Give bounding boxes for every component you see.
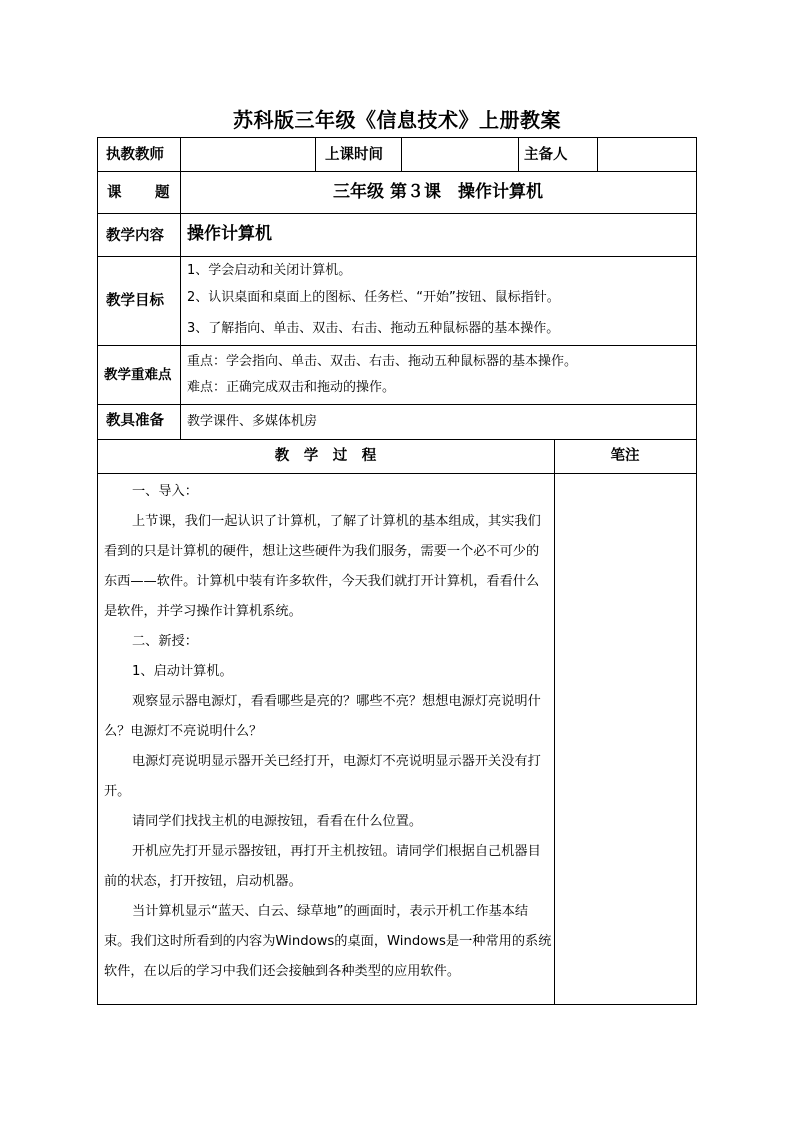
class-time-label: 上课时间 [325,147,383,163]
tools-value: 教学课件、多媒体机房 [187,414,318,429]
tools-label: 教具准备 [106,413,164,429]
table-line [97,473,697,474]
topic-value: 三年级 第３课 操作计算机 [333,182,543,202]
table-line [97,1004,697,1005]
document-title: 苏科版三年级《信息技术》上册教案 [233,108,561,132]
process-paragraph: 二、新授： [132,634,198,649]
process-paragraph: 1、启动计算机。 [132,664,233,679]
table-line [696,137,697,1005]
lead-preparer-label: 主备人 [524,147,568,163]
table-line [315,137,316,171]
table-line [97,439,697,440]
content-label: 教学内容 [106,228,164,244]
process-paragraph: 上节课，我们一起认识了计算机，了解了计算机的基本组成，其实我们看到的只是计算机的硬件，想让这些硬件为我们服务，需要一个必不可少的东西——软件。计算机中装有许多软件，今天我们就打开计算机，看看什么是软件，并学习操作计算机系统。 [104,514,541,619]
goal-item: 2、认识桌面和桌面上的图标、任务栏、“开始”按钮、鼠标指针。 [187,290,560,305]
keypoint-item: 重点：学会指向、单击、双击、右击、拖动五种鼠标器的基本操作。 [187,354,578,369]
table-line [554,439,555,1005]
goal-item: 3、了解指向、单击、双击、右击、拖动五种鼠标器的基本操作。 [187,321,560,336]
table-line [97,137,98,1005]
goals-label: 教学目标 [106,293,164,309]
topic-label-a: 课 [107,185,122,201]
table-line [97,404,697,405]
teacher-label: 执教教师 [106,147,164,163]
topic-label-b: 题 [155,185,170,201]
process-paragraph: 开机应先打开显示器按钮，再打开主机按钮。请同学们根据自己机器目前的状态，打开按钮，启动机器。 [104,844,541,889]
keypoints-label: 教学重难点 [104,367,172,383]
table-line [97,137,697,138]
content-value: 操作计算机 [187,224,272,244]
process-paragraph: 当计算机显示“蓝天、白云、绿草地”的画面时，表示开机工作基本结束。我们这时所看到的内容为Windows的桌面，Windows是一种常用的系统软件，在以后的学习中我们还会接触到各种类型的应用软件。 [104,904,552,979]
table-line [97,256,697,257]
process-paragraph: 电源灯亮说明显示器开关已经打开，电源灯不亮说明显示器开关没有打开。 [104,754,541,799]
table-line [97,213,697,214]
table-line [97,171,697,172]
goal-item: 1、学会启动和关闭计算机。 [187,263,352,278]
table-line [597,137,598,171]
process-paragraph: 观察显示器电源灯，看看哪些是亮的？哪些不亮？想想电源灯亮说明什么？电源灯不亮说明什么？ [104,694,541,739]
process-header: 教 学 过 程 [274,448,377,464]
table-line [401,137,402,171]
keypoint-item: 难点：正确完成双击和拖动的操作。 [187,380,396,395]
process-paragraph: 请同学们找找主机的电源按钮，看看在什么位置。 [132,814,423,829]
table-line [518,137,519,171]
process-body [104,477,552,987]
notes-header: 笔注 [610,448,640,464]
process-paragraph: 一、导入： [132,484,198,499]
table-line [97,345,697,346]
